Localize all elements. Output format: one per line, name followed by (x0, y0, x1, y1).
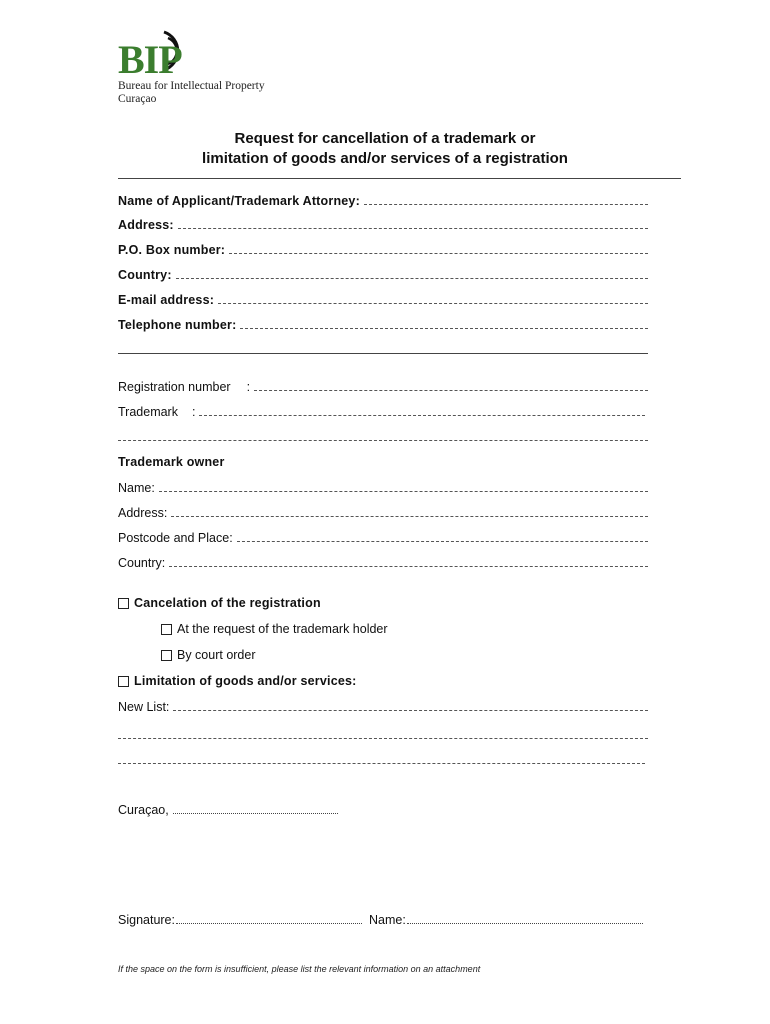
trademark-field[interactable] (118, 401, 645, 419)
owner-address-label: Address: (118, 506, 168, 520)
applicant-country-field[interactable] (118, 264, 648, 282)
title-divider (118, 178, 681, 179)
owner-postcode-label: Postcode and Place: (118, 531, 233, 545)
form-title-line1: Request for cancellation of a trademark or (234, 130, 536, 147)
registration-number-field[interactable] (118, 376, 648, 394)
owner-country-label: Country: (118, 556, 166, 570)
court-order-checkbox[interactable] (161, 650, 172, 661)
owner-heading-row (118, 451, 648, 469)
trademark-colon: : (191, 405, 196, 419)
new-list-field[interactable] (118, 696, 648, 714)
signature-label: Signature: (118, 913, 175, 927)
new-list-label: New List: (118, 700, 170, 714)
cancelation-label: Cancelation of the registration (134, 596, 321, 610)
signature-field[interactable] (118, 909, 368, 927)
registration-number-colon: : (246, 380, 251, 394)
phone-label: Telephone number: (118, 318, 237, 332)
email-label: E-mail address: (118, 293, 215, 307)
owner-country-field[interactable] (118, 552, 648, 570)
pobox-label: P.O. Box number: (118, 243, 226, 257)
applicant-address-field[interactable] (118, 214, 648, 232)
signer-name-label: Name: (369, 913, 406, 927)
org-name: Bureau for Intellectual Property (118, 80, 265, 92)
registration-number-label: Registration number (118, 380, 231, 394)
limitation-option[interactable] (118, 674, 357, 688)
owner-postcode-field[interactable] (118, 527, 648, 545)
owner-address-field[interactable] (118, 502, 648, 520)
applicant-country-label: Country: (118, 268, 172, 282)
trademark-extra-line[interactable] (118, 426, 648, 444)
limitation-label: Limitation of goods and/or services: (134, 674, 357, 688)
email-field[interactable] (118, 289, 648, 307)
place-label: Curaçao, (118, 803, 169, 817)
form-title-line2: limitation of goods and/or services of a registration (202, 150, 568, 167)
court-order-label: By court order (177, 648, 256, 662)
holder-request-option[interactable] (161, 622, 388, 636)
applicant-address-label: Address: (118, 218, 174, 232)
cancelation-option[interactable] (118, 596, 321, 610)
org-location: Curaçao (118, 93, 157, 105)
bip-logo (118, 28, 278, 120)
owner-name-field[interactable] (118, 477, 648, 495)
applicant-name-field[interactable] (118, 190, 648, 208)
place-date-field[interactable] (118, 799, 338, 817)
new-list-line-2[interactable] (118, 724, 648, 742)
court-order-option[interactable] (161, 648, 256, 662)
cancelation-checkbox[interactable] (118, 598, 129, 609)
applicant-name-label: Name of Applicant/Trademark Attorney: (118, 194, 360, 208)
logo-letters: BIP (118, 37, 182, 82)
holder-request-label: At the request of the trademark holder (177, 622, 388, 636)
new-list-line-3[interactable] (118, 749, 645, 767)
holder-request-checkbox[interactable] (161, 624, 172, 635)
phone-field[interactable] (118, 314, 648, 332)
trademark-label: Trademark (118, 405, 178, 419)
pobox-field[interactable] (118, 239, 648, 257)
signer-name-field[interactable] (369, 909, 648, 927)
section-divider (118, 353, 648, 354)
limitation-checkbox[interactable] (118, 676, 129, 687)
owner-name-label: Name: (118, 481, 155, 495)
owner-heading: Trademark owner (118, 455, 225, 469)
footnote: If the space on the form is insufficient, please list the relevant information on an attachment (118, 964, 481, 974)
